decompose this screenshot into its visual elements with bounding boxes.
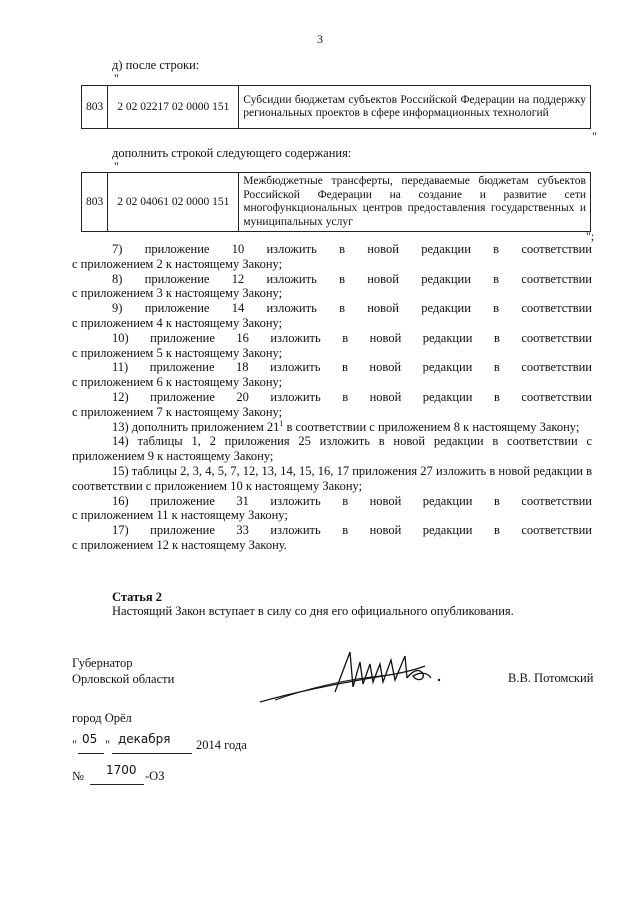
number-prefix: № [72, 769, 84, 783]
date-month: декабря [118, 732, 171, 746]
close-quote: " [592, 129, 597, 143]
position-line: Орловской области [72, 672, 175, 686]
date-quote: " [72, 738, 78, 752]
open-quote: " [114, 159, 119, 173]
row-description: Субсидии бюджетам субъектов Российской Федерации на поддержку региональных проектов в сфере информационных технологий [239, 86, 591, 129]
budget-code: 803 [82, 173, 108, 232]
item-13-text: в соответствии с приложением 8 к настоящему Закону; [283, 419, 580, 434]
item-13 [72, 420, 592, 435]
item-line: с приложением 3 к настоящему Закону; [72, 286, 283, 301]
date-day: 05 [82, 732, 98, 746]
item-15: 15) таблицы 2, 3, 4, 5, 7, 12, 13, 14, 15, 16, 17 приложения 27 изложить в новой редакции в соответствии с приложением 10 к настоящему Закону; [72, 463, 592, 493]
item-line: 7) приложение 10 изложить в новой редакции в соответствии [112, 242, 592, 256]
item-line: 17) приложение 33 изложить в новой редакции в соответствии [112, 523, 592, 538]
item-line: 9) приложение 14 изложить в новой редакции в соответствии [112, 301, 592, 316]
amendment-items [72, 242, 592, 553]
number-suffix: -ОЗ [145, 769, 165, 783]
city: город Орёл [72, 711, 132, 725]
signatory-position [72, 655, 174, 687]
item-line: с приложением 11 к настоящему Закону; [72, 508, 288, 523]
item-line: 12) приложение 20 изложить в новой редакции в соответствии [112, 389, 592, 404]
item-line: с приложением 2 к настоящему Закону; [72, 256, 283, 271]
item-line: с приложением 7 к настоящему Закону; [72, 404, 283, 419]
item-line: 10) приложение 16 изложить в новой редакции в соответствии [112, 330, 592, 345]
page-number: 3 [317, 32, 323, 46]
replaced-row-table [81, 85, 591, 129]
kbk-code: 2 02 02217 02 0000 151 [108, 86, 239, 129]
item-line: с приложением 12 к настоящему Закону. [72, 537, 287, 552]
added-row-table [81, 172, 591, 232]
kbk-code: 2 02 04061 02 0000 151 [108, 173, 239, 232]
item-line: 8) приложение 12 изложить в новой редакции в соответствии [112, 271, 592, 286]
item-line: с приложением 5 к настоящему Закону; [72, 345, 283, 360]
signatory-name: В.В. Потомский [508, 671, 594, 685]
row-description: Межбюджетные трансферты, передаваемые бюджетам субъектов Российской Федерации на создание и развитие сети многофункциональных центров предоставления государственных и муниципальных услуг [239, 173, 591, 232]
item-13-text: 13) дополнить приложением 21 [112, 419, 280, 434]
superscript: 1 [279, 418, 284, 428]
date-year: 2014 года [196, 738, 247, 752]
item-14: 14) таблицы 1, 2 приложения 25 изложить в новой редакции в соответствии с приложением 9 к настоящему Закону; [72, 434, 592, 464]
number-value: 1700 [106, 763, 137, 777]
item-line: 11) приложение 18 изложить в новой редакции в соответствии [112, 360, 592, 375]
date-quote: " [105, 738, 111, 752]
article-title: Статья 2 [112, 590, 162, 604]
section-d-lead: д) после строки: [112, 58, 200, 72]
item-line: 16) приложение 31 изложить в новой редакции в соответствии [112, 493, 592, 508]
budget-code: 803 [82, 86, 108, 129]
position-line: Губернатор [72, 656, 133, 670]
close-quote: "; [586, 229, 595, 243]
open-quote: " [114, 71, 119, 85]
handwritten-signature [255, 642, 455, 712]
item-line: с приложением 6 к настоящему Закону; [72, 375, 283, 390]
section-add-lead: дополнить строкой следующего содержания: [112, 146, 352, 160]
article-text: Настоящий Закон вступает в силу со дня его официального опубликования. [112, 604, 514, 618]
item-line: с приложением 4 к настоящему Закону; [72, 315, 283, 330]
